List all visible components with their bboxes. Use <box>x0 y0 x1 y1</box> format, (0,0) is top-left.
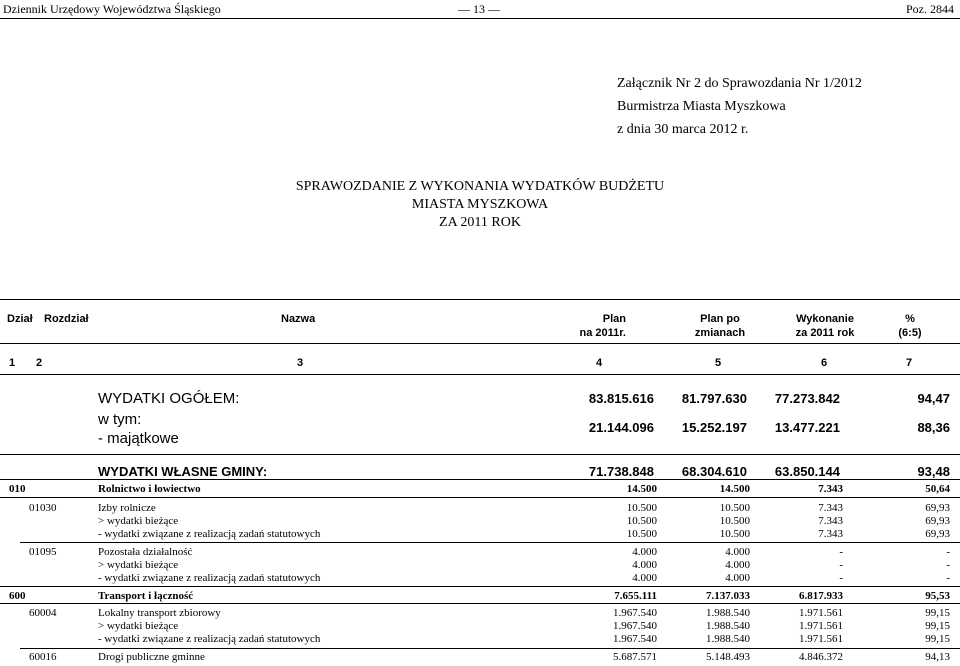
cell-plan-po: 10.500 <box>719 515 750 527</box>
cell-plan-po: 1.988.540 <box>706 620 750 632</box>
issuer-line: Burmistrza Miasta Myszkowa <box>617 99 786 114</box>
majatkowe-percent: 88,36 <box>917 420 950 435</box>
colnum-4: 4 <box>596 357 603 369</box>
cell-wykonanie: 4.846.372 <box>799 651 843 663</box>
sub-row-name: - wydatki związane z realizacją zadań statutowych <box>98 633 321 645</box>
cell-plan-po: 10.500 <box>719 528 750 540</box>
cell-plan-po: 4.000 <box>725 559 750 571</box>
dzial-name: Transport i łączność <box>98 590 194 602</box>
colnum-1: 1 <box>9 357 16 369</box>
rozdzial-code: 60016 <box>29 651 57 663</box>
cell-plan-po: 7.137.033 <box>706 590 750 602</box>
header-bottom-rule <box>0 343 960 344</box>
col-plan-po: Plan po <box>700 313 740 325</box>
colnum-5: 5 <box>715 357 722 369</box>
majatkowe-plan-po: 15.252.197 <box>681 420 747 435</box>
summary-rule <box>0 454 960 455</box>
cell-wykonanie: 6.817.933 <box>799 590 843 602</box>
wtym-label: w tym: <box>98 411 142 428</box>
cell-plan-po: 14.500 <box>719 483 750 495</box>
cell-percent: 99,15 <box>925 607 950 619</box>
rozdzial-code: 60004 <box>29 607 57 619</box>
sub-row-name: > wydatki bieżące <box>98 620 179 632</box>
cell-plan-po: 4.000 <box>725 572 750 584</box>
colnum-7: 7 <box>906 357 913 369</box>
colnum-2: 2 <box>36 357 43 369</box>
majatkowe-plan: 21.144.096 <box>588 420 654 435</box>
cell-wykonanie: 7.343 <box>818 483 843 495</box>
cell-percent: 50,64 <box>925 483 950 495</box>
col-plan: Plan <box>602 313 626 325</box>
cell-plan: 10.500 <box>626 515 657 527</box>
dzial-name: Rolnictwo i łowiectwo <box>98 483 201 495</box>
colnum-rule <box>0 374 960 375</box>
rozdzial-name: Pozostała działalność <box>98 546 193 558</box>
cell-plan: 7.655.111 <box>614 590 657 602</box>
row-rule <box>0 603 960 604</box>
cell-percent: 94,13 <box>925 651 950 663</box>
row-rule <box>0 586 960 587</box>
cell-plan: 5.687.571 <box>613 651 657 663</box>
cell-plan: 4.000 <box>632 559 657 571</box>
total-percent: 94,47 <box>917 391 950 406</box>
row-rule <box>0 497 960 498</box>
cell-percent: 69,93 <box>925 502 950 514</box>
row-rule <box>20 648 960 649</box>
col-wykonanie-sub: za 2011 rok <box>795 327 855 339</box>
cell-percent: 99,15 <box>925 633 950 645</box>
total-plan-po: 81.797.630 <box>681 391 747 406</box>
cell-wykonanie: - <box>839 559 843 571</box>
position-number: Poz. 2844 <box>906 2 954 16</box>
cell-plan: 1.967.540 <box>613 633 657 645</box>
report-title-line3: ZA 2011 ROK <box>439 215 521 230</box>
cell-wykonanie: 1.971.561 <box>799 607 843 619</box>
total-wykonanie: 77.273.842 <box>774 391 840 406</box>
report-title-line1: SPRAWOZDANIE Z WYKONANIA WYDATKÓW BUDŻETU <box>295 179 665 194</box>
rozdzial-name: Lokalny transport zbiorowy <box>98 607 221 619</box>
cell-wykonanie: 7.343 <box>818 502 843 514</box>
cell-plan: 10.500 <box>626 502 657 514</box>
cell-plan: 4.000 <box>632 572 657 584</box>
wlasne-wykonanie: 63.850.144 <box>774 464 840 479</box>
col-percent: % <box>905 313 915 325</box>
cell-plan-po: 10.500 <box>719 502 750 514</box>
col-plan-po-sub: zmianach <box>694 327 746 339</box>
sub-row-name: - wydatki związane z realizacją zadań statutowych <box>98 572 321 584</box>
table-top-rule <box>0 299 960 300</box>
sub-row-name: > wydatki bieżące <box>98 559 179 571</box>
rozdzial-name: Drogi publiczne gminne <box>98 651 205 663</box>
sub-row-name: - wydatki związane z realizacją zadań statutowych <box>98 528 321 540</box>
cell-plan-po: 1.988.540 <box>706 607 750 619</box>
dzial-code: 600 <box>9 590 26 602</box>
cell-wykonanie: 7.343 <box>818 515 843 527</box>
rozdzial-code: 01030 <box>29 502 57 514</box>
cell-wykonanie: - <box>839 546 843 558</box>
colnum-6: 6 <box>821 357 828 369</box>
cell-percent: - <box>946 559 950 571</box>
cell-percent: 69,93 <box>925 528 950 540</box>
cell-plan-po: 5.148.493 <box>706 651 750 663</box>
col-wykonanie: Wykonanie <box>796 313 854 325</box>
cell-plan: 10.500 <box>626 528 657 540</box>
col-percent-sub: (6:5) <box>898 327 922 339</box>
colnum-3: 3 <box>297 357 304 369</box>
dzial-code: 010 <box>9 483 26 495</box>
wlasne-rule <box>0 479 960 480</box>
header-rule <box>0 18 960 19</box>
total-label: WYDATKI OGÓŁEM: <box>98 390 240 407</box>
col-plan-sub: na 2011r. <box>579 327 626 339</box>
rozdzial-code: 01095 <box>29 546 57 558</box>
majatkowe-wykonanie: 13.477.221 <box>774 420 840 435</box>
journal-title: Dziennik Urzędowy Województwa Śląskiego <box>3 2 221 16</box>
cell-plan: 4.000 <box>632 546 657 558</box>
wlasne-plan: 71.738.848 <box>588 464 654 479</box>
col-nazwa: Nazwa <box>281 313 316 325</box>
wlasne-label: WYDATKI WŁASNE GMINY: <box>98 464 268 479</box>
cell-wykonanie: 1.971.561 <box>799 633 843 645</box>
wlasne-plan-po: 68.304.610 <box>681 464 747 479</box>
total-plan: 83.815.616 <box>588 391 654 406</box>
cell-wykonanie: 7.343 <box>818 528 843 540</box>
cell-plan: 1.967.540 <box>613 607 657 619</box>
cell-percent: 99,15 <box>925 620 950 632</box>
cell-percent: - <box>946 572 950 584</box>
cell-percent: - <box>946 546 950 558</box>
col-dzial: Dział <box>7 313 33 325</box>
col-rozdzial: Rozdział <box>44 313 89 325</box>
cell-plan-po: 1.988.540 <box>706 633 750 645</box>
majatkowe-label: - majątkowe <box>98 430 179 447</box>
cell-plan-po: 4.000 <box>725 546 750 558</box>
cell-plan: 14.500 <box>626 483 657 495</box>
rozdzial-name: Izby rolnicze <box>98 502 156 514</box>
row-rule <box>20 542 960 543</box>
cell-plan: 1.967.540 <box>613 620 657 632</box>
cell-percent: 69,93 <box>925 515 950 527</box>
cell-percent: 95,53 <box>925 590 950 602</box>
attachment-line: Załącznik Nr 2 do Sprawozdania Nr 1/2012 <box>617 76 862 91</box>
date-line: z dnia 30 marca 2012 r. <box>617 122 749 137</box>
wlasne-percent: 93,48 <box>917 464 950 479</box>
sub-row-name: > wydatki bieżące <box>98 515 179 527</box>
page-number: — 13 — <box>458 2 500 16</box>
report-title-line2: MIASTA MYSZKOWA <box>411 197 549 212</box>
cell-wykonanie: - <box>839 572 843 584</box>
cell-wykonanie: 1.971.561 <box>799 620 843 632</box>
